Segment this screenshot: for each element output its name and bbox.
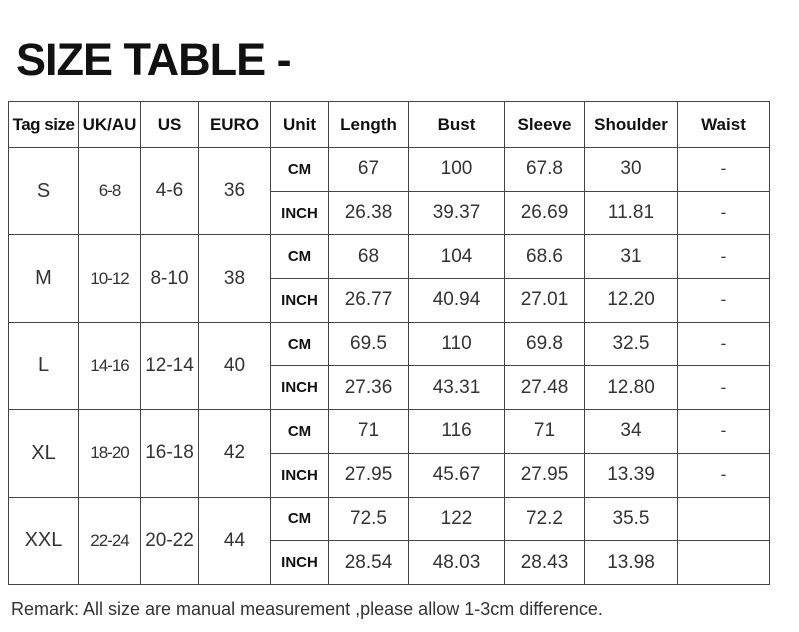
bust-cell: 122 (409, 497, 505, 541)
bust-cell: 116 (409, 410, 505, 454)
header-uk-au: UK/AU (79, 102, 141, 148)
table-row-xxl-cm (9, 497, 770, 541)
waist-cell (678, 541, 770, 585)
uk-au-cell: 10-12 (79, 235, 141, 322)
tag-size-cell: L (9, 322, 79, 409)
uk-au-cell: 18-20 (79, 410, 141, 497)
uk-au-cell: 14-16 (79, 322, 141, 409)
sleeve-cell: 27.01 (505, 279, 585, 323)
unit-cell: CM (271, 235, 329, 279)
header-bust: Bust (409, 102, 505, 148)
unit-cell: CM (271, 497, 329, 541)
unit-cell: CM (271, 410, 329, 454)
unit-cell: INCH (271, 279, 329, 323)
shoulder-cell: 31 (585, 235, 678, 279)
shoulder-cell: 34 (585, 410, 678, 454)
length-cell: 68 (329, 235, 409, 279)
waist-cell: - (678, 453, 770, 497)
euro-cell: 44 (199, 497, 271, 585)
tag-size-cell: S (9, 148, 79, 235)
size-table (8, 101, 770, 585)
shoulder-cell: 30 (585, 148, 678, 192)
unit-cell: CM (271, 322, 329, 366)
us-cell: 12-14 (141, 322, 199, 409)
waist-cell: - (678, 235, 770, 279)
page-title: SIZE TABLE - (16, 34, 291, 85)
tag-size-cell: XXL (9, 497, 79, 585)
header-length: Length (329, 102, 409, 148)
header-waist: Waist (678, 102, 770, 148)
table-row-m-cm (9, 235, 770, 279)
sleeve-cell: 67.8 (505, 148, 585, 192)
euro-cell: 36 (199, 148, 271, 235)
waist-cell: - (678, 148, 770, 192)
sleeve-cell: 27.48 (505, 366, 585, 410)
length-cell: 26.77 (329, 279, 409, 323)
table-row-l-cm (9, 322, 770, 366)
uk-au-cell: 22-24 (79, 497, 141, 585)
header-euro: EURO (199, 102, 271, 148)
uk-au-cell: 6-8 (79, 148, 141, 235)
sleeve-cell: 26.69 (505, 191, 585, 235)
waist-cell: - (678, 366, 770, 410)
header-shoulder: Shoulder (585, 102, 678, 148)
unit-cell: INCH (271, 453, 329, 497)
length-cell: 27.95 (329, 453, 409, 497)
bust-cell: 39.37 (409, 191, 505, 235)
waist-cell: - (678, 191, 770, 235)
length-cell: 67 (329, 148, 409, 192)
length-cell: 69.5 (329, 322, 409, 366)
shoulder-cell: 32.5 (585, 322, 678, 366)
sleeve-cell: 69.8 (505, 322, 585, 366)
length-cell: 27.36 (329, 366, 409, 410)
us-cell: 20-22 (141, 497, 199, 585)
header-us: US (141, 102, 199, 148)
unit-cell: INCH (271, 541, 329, 585)
length-cell: 71 (329, 410, 409, 454)
us-cell: 4-6 (141, 148, 199, 235)
unit-cell: INCH (271, 366, 329, 410)
bust-cell: 43.31 (409, 366, 505, 410)
shoulder-cell: 13.39 (585, 453, 678, 497)
us-cell: 16-18 (141, 410, 199, 497)
table-row-s-cm (9, 148, 770, 192)
shoulder-cell: 12.80 (585, 366, 678, 410)
length-cell: 72.5 (329, 497, 409, 541)
table-row-xl-cm (9, 410, 770, 454)
unit-cell: INCH (271, 191, 329, 235)
waist-cell: - (678, 279, 770, 323)
bust-cell: 104 (409, 235, 505, 279)
waist-cell: - (678, 410, 770, 454)
bust-cell: 48.03 (409, 541, 505, 585)
remark-text: Remark: All size are manual measurement ,please allow 1-3cm difference. (11, 599, 603, 619)
shoulder-cell: 11.81 (585, 191, 678, 235)
us-cell: 8-10 (141, 235, 199, 322)
shoulder-cell: 13.98 (585, 541, 678, 585)
euro-cell: 42 (199, 410, 271, 497)
tag-size-cell: XL (9, 410, 79, 497)
sleeve-cell: 28.43 (505, 541, 585, 585)
bust-cell: 100 (409, 148, 505, 192)
length-cell: 28.54 (329, 541, 409, 585)
shoulder-cell: 35.5 (585, 497, 678, 541)
bust-cell: 110 (409, 322, 505, 366)
bust-cell: 45.67 (409, 453, 505, 497)
shoulder-cell: 12.20 (585, 279, 678, 323)
length-cell: 26.38 (329, 191, 409, 235)
sleeve-cell: 72.2 (505, 497, 585, 541)
unit-cell: CM (271, 148, 329, 192)
waist-cell (678, 497, 770, 541)
tag-size-cell: M (9, 235, 79, 322)
euro-cell: 40 (199, 322, 271, 409)
sleeve-cell: 71 (505, 410, 585, 454)
table-header-row (9, 102, 770, 148)
waist-cell: - (678, 322, 770, 366)
sleeve-cell: 68.6 (505, 235, 585, 279)
header-unit: Unit (271, 102, 329, 148)
euro-cell: 38 (199, 235, 271, 322)
sleeve-cell: 27.95 (505, 453, 585, 497)
bust-cell: 40.94 (409, 279, 505, 323)
header-tag-size: Tag size (9, 102, 79, 148)
header-sleeve: Sleeve (505, 102, 585, 148)
